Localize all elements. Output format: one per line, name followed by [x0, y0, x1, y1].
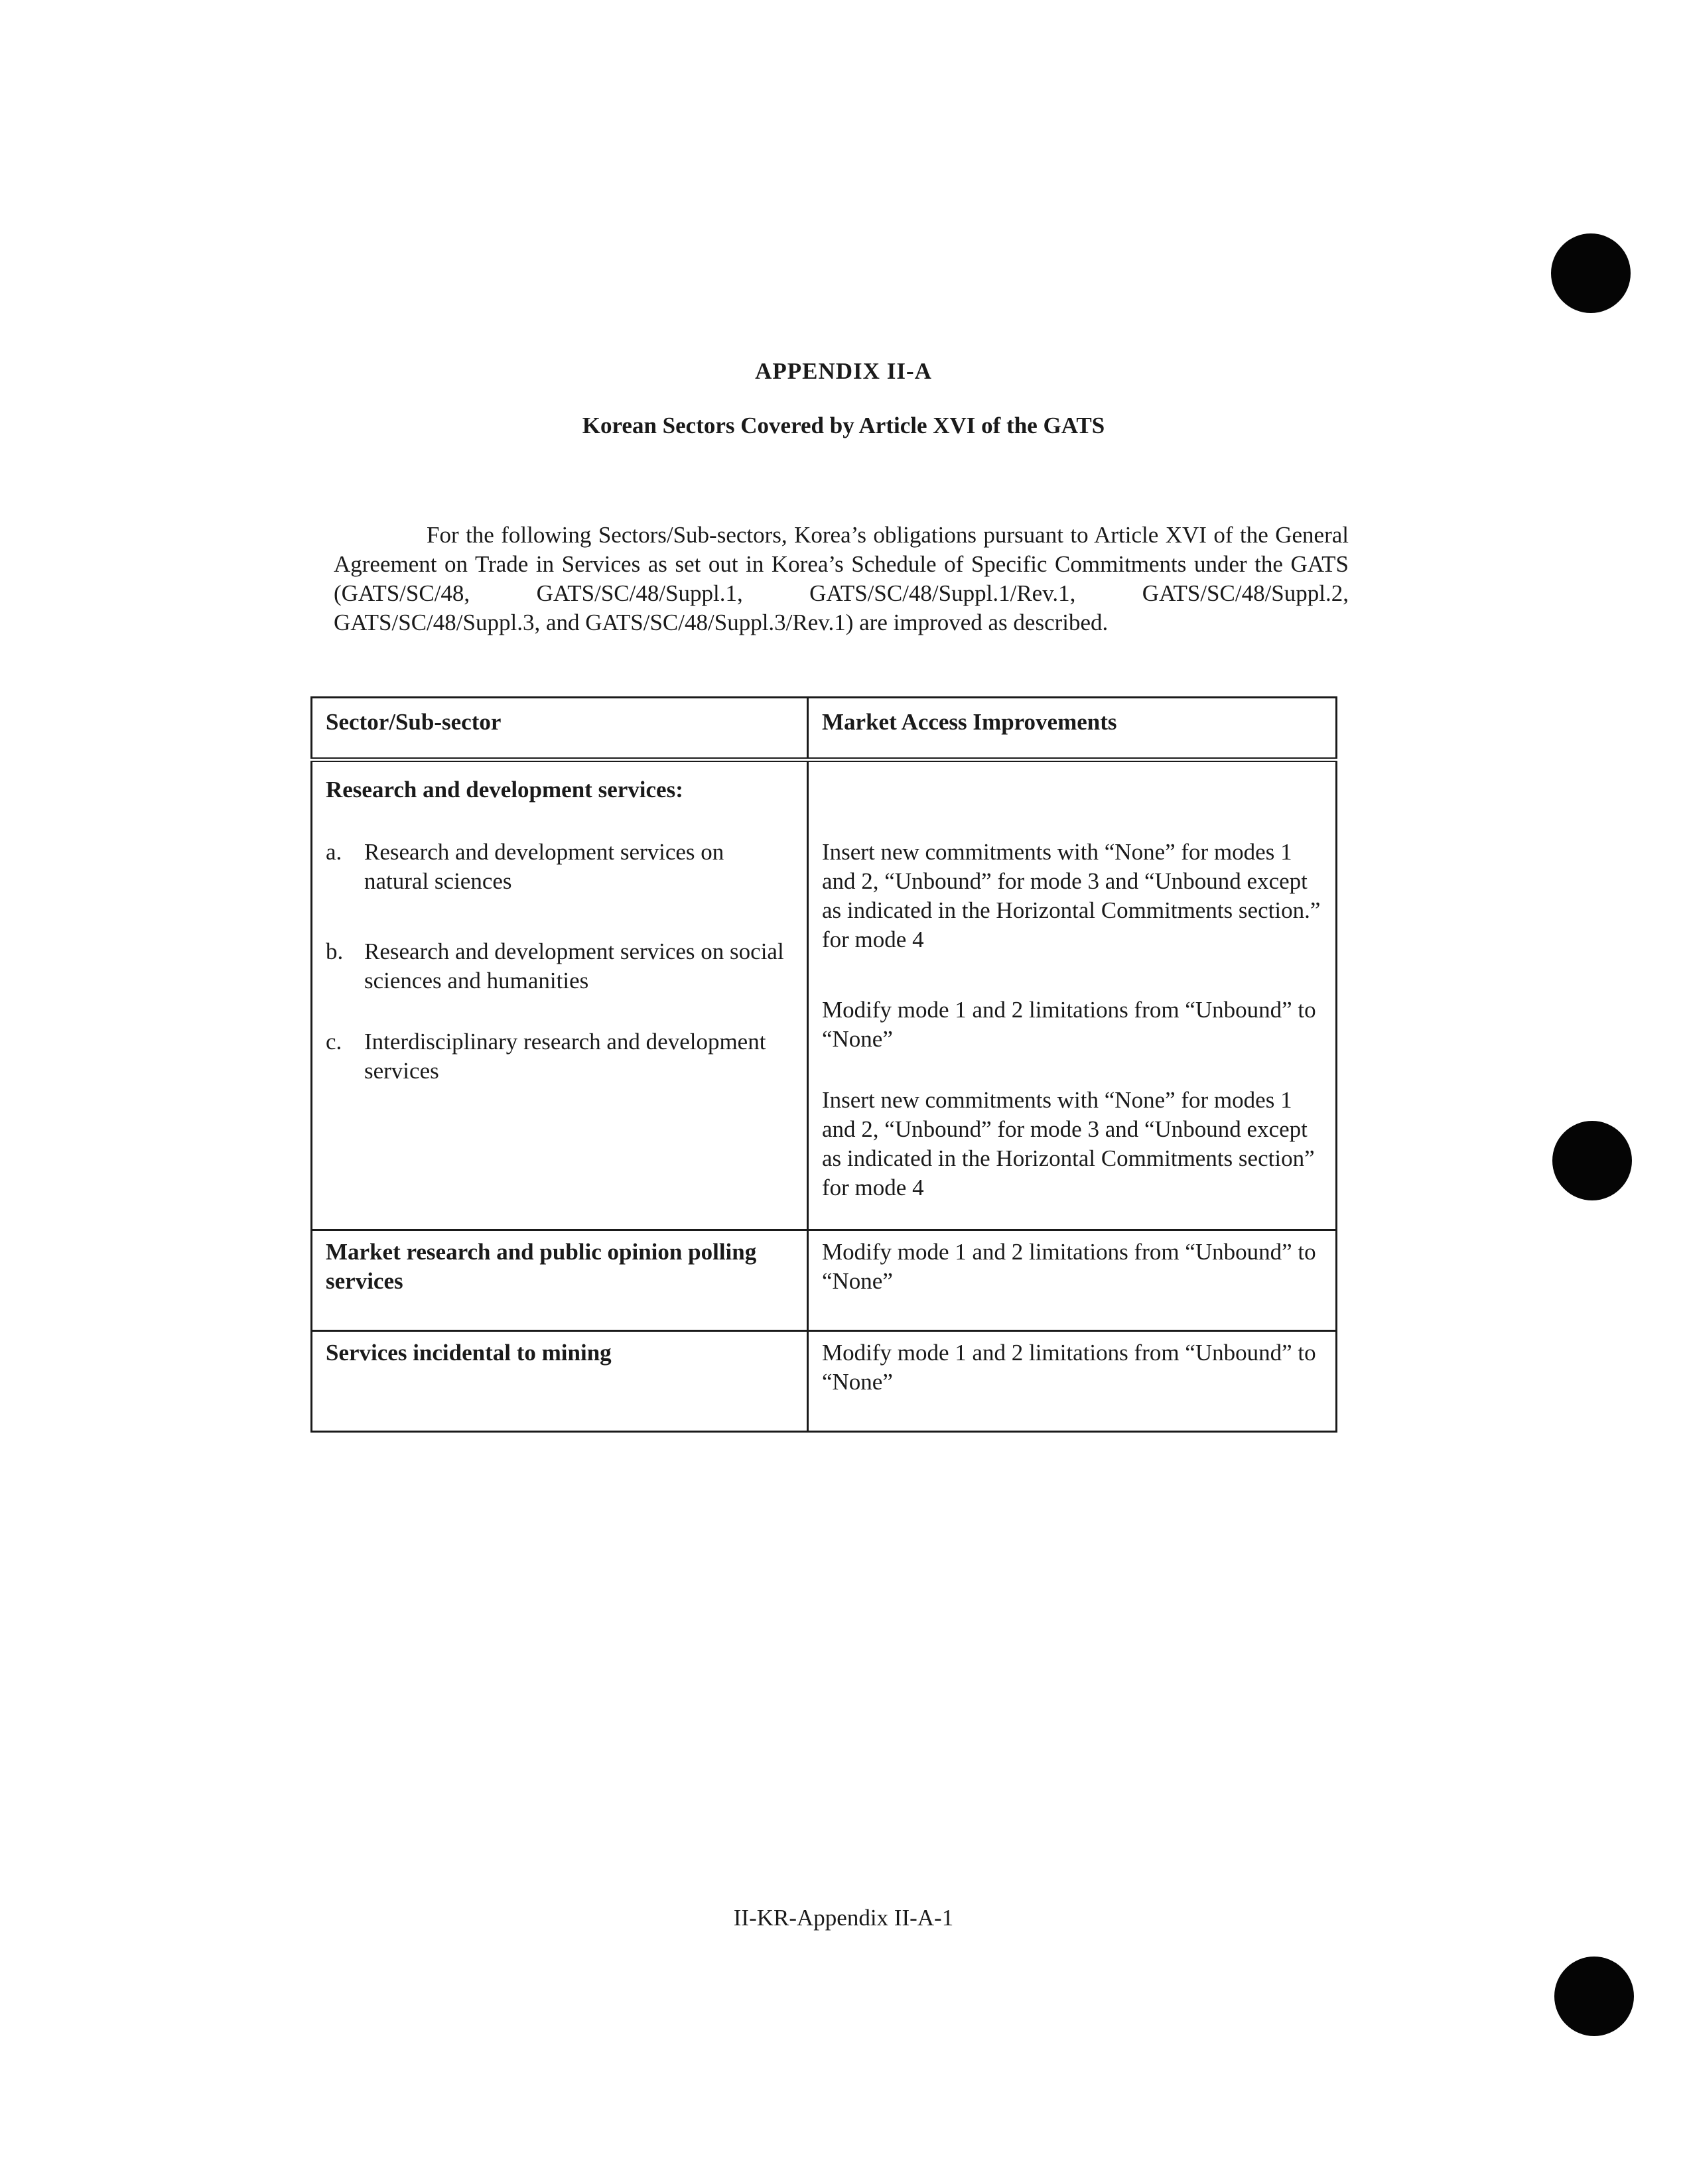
item-sector: Interdisciplinary research and development services [364, 1029, 766, 1084]
table-header-row [312, 698, 1337, 760]
binder-hole-middle [1552, 1121, 1632, 1200]
binder-hole-bottom [1554, 1957, 1634, 2036]
list-item [326, 1027, 793, 1086]
sectors-table [310, 696, 1337, 1433]
intro-text: For the following Sectors/Sub-sectors, Korea’s obligations pursuant to Article XVI of the General Agreement on Trade in Services as set out in Korea’s Schedule of Specific Commitments under the GATS (GATS/SC/48, GATS/SC/48/Suppl.1, GATS/SC/48/Suppl.1/Rev.1, GATS/SC/48/Suppl.2, GATS/SC/48/Suppl.3, and GATS/SC/48/Suppl.3/Rev.1) are improved as described. [334, 522, 1349, 635]
appendix-title: APPENDIX II-A [755, 358, 932, 384]
item-marker: a. [326, 839, 342, 865]
table-row [312, 1230, 1337, 1331]
table-row-research-development [312, 760, 1337, 1230]
binder-hole-top [1551, 233, 1631, 313]
rd-group-heading: Research and development services: [326, 777, 683, 803]
table-row [312, 1331, 1337, 1432]
header-sector: Sector/Sub-sector [312, 698, 808, 760]
item-sector: Research and development services on natural sciences [364, 839, 724, 894]
intro-paragraph [334, 521, 1349, 637]
document-title: Korean Sectors Covered by Article XVI of the GATS [582, 413, 1105, 438]
row-sector: Services incidental to mining [312, 1331, 808, 1432]
item-marker: b. [326, 938, 344, 964]
spacer [822, 775, 1322, 838]
rd-improvement-cell [808, 760, 1337, 1230]
item-marker: c. [326, 1029, 342, 1055]
item-sector: Research and development services on social sciences and humanities [364, 938, 784, 994]
row-improvement: Modify mode 1 and 2 limitations from “Unbound” to “None” [808, 1331, 1337, 1432]
rd-sector-cell [312, 760, 808, 1230]
item-improvement: Modify mode 1 and 2 limitations from “Unbound” to “None” [822, 997, 1316, 1052]
item-improvement: Insert new commitments with “None” for modes 1 and 2, “Unbound” for mode 3 and “Unbound except as indicated in the Horizontal Commitments section.” for mode 4 [822, 839, 1321, 952]
page-footer: II-KR-Appendix II-A-1 [733, 1905, 954, 1931]
list-item [326, 838, 793, 896]
item-improvement: Insert new commitments with “None” for modes 1 and 2, “Unbound” for mode 3 and “Unbound except as indicated in the Horizontal Commitments section” for mode 4 [822, 1087, 1315, 1200]
header-market-access: Market Access Improvements [808, 698, 1337, 760]
row-sector: Market research and public opinion polling services [312, 1230, 808, 1331]
list-item [326, 937, 793, 996]
row-improvement: Modify mode 1 and 2 limitations from “Unbound” to “None” [808, 1230, 1337, 1331]
